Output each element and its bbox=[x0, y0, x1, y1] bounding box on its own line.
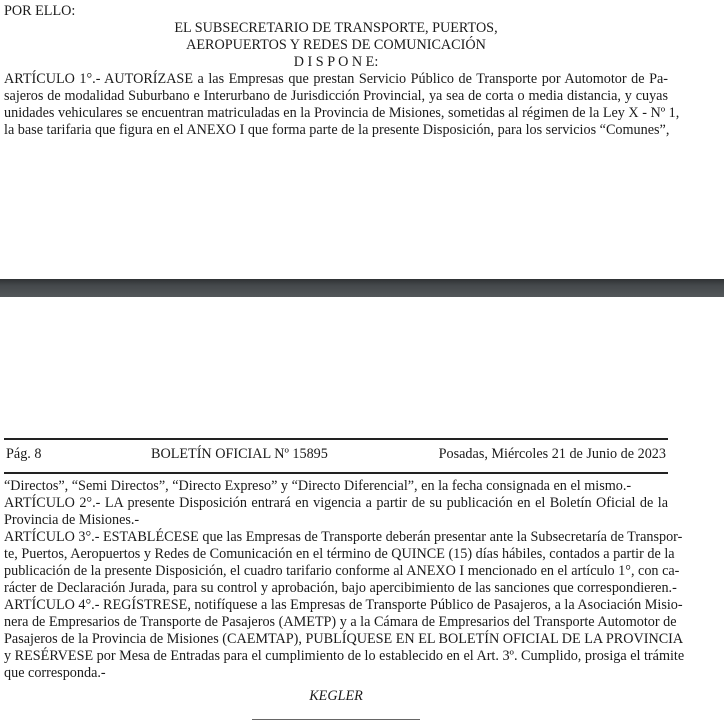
page-separator-bar bbox=[0, 279, 724, 297]
body-line: ARTÍCULO 2°.- LA presente Disposición entrará en vigencia a partir de su publicación en el Boletín Oficial de la bbox=[4, 495, 668, 511]
preamble-text: POR ELLO: bbox=[4, 3, 76, 19]
body-line: te, Puertos, Aeropuertos y Redes de Comunicación en el término de QUINCE (15) días hábiles, contados a partir de la bbox=[4, 546, 675, 562]
article-1-line: sajeros de modalidad Suburbano e Interurbano de Jurisdicción Provincial, ya sea de corta o media distancia, y cuyas bbox=[4, 88, 668, 104]
authority-line-2: AEROPUERTOS Y REDES DE COMUNICACIÓN bbox=[186, 37, 486, 53]
document-page-top bbox=[0, 0, 724, 279]
page-number: Pág. 8 bbox=[6, 446, 42, 462]
publication-title: BOLETÍN OFICIAL Nº 15895 bbox=[151, 446, 328, 462]
document-page-bottom bbox=[0, 297, 724, 725]
signature-rule bbox=[252, 719, 420, 720]
article-1-line: ARTÍCULO 1°.- AUTORÍZASE a las Empresas que prestan Servicio Público de Transporte por Automotor de Pa- bbox=[4, 71, 668, 87]
body-line: ARTÍCULO 4°.- REGÍSTRESE, notifíquese a las Empresas de Transporte Público de Pasajeros, a la Asociación Misio- bbox=[4, 597, 683, 613]
article-1-line: la base tarifaria que figura en el ANEXO I que forma parte de la presente Disposición, para los servicios “Comunes”, bbox=[4, 122, 670, 138]
article-1-line: unidades vehiculares se encuentran matriculadas en la Provincia de Misiones, sometidas al régimen de la Ley X - Nº 1, bbox=[4, 105, 680, 121]
body-line: “Directos”, “Semi Directos”, “Directo Expreso” y “Directo Diferencial”, en la fecha consignada en el mismo.- bbox=[4, 478, 632, 494]
body-line: ARTÍCULO 3°.- ESTABLÉCESE que las Empresas de Transporte deberán presentar ante la Subsecretaría de Transpor- bbox=[4, 529, 683, 545]
publication-date: Posadas, Miércoles 21 de Junio de 2023 bbox=[438, 446, 666, 462]
body-line: publicación de la presente Disposición, el cuadro tarifario conforme al ANEXO I mencionado en el artículo 1°, con ca- bbox=[4, 563, 680, 579]
signature-name: KEGLER bbox=[309, 688, 363, 704]
authority-line-1: EL SUBSECRETARIO DE TRANSPORTE, PUERTOS, bbox=[174, 20, 498, 36]
running-header bbox=[4, 438, 668, 474]
body-line: Provincia de Misiones.- bbox=[4, 512, 140, 528]
body-line: y RESÉRVESE por Mesa de Entradas para el cumplimiento de lo establecido en el Art. 3º. Cumplido, prosiga el trámite bbox=[4, 648, 685, 664]
body-line: Pasajeros de la Provincia de Misiones (CAEMTAP), PUBLÍQUESE EN EL BOLETÍN OFICIAL DE LA PROVINCIA bbox=[4, 631, 684, 647]
dispone-heading: D I S P O N E: bbox=[293, 54, 379, 70]
body-line: nera de Empresarios de Transporte de Pasajeros (AMETP) y a la Cámara de Empresarios del Transporte Automotor de bbox=[4, 614, 677, 630]
body-line: que corresponda.- bbox=[4, 665, 106, 681]
body-line: rácter de Declaración Jurada, para su control y aprobación, bajo apercibimiento de las sanciones que correspondieren.- bbox=[4, 580, 677, 596]
